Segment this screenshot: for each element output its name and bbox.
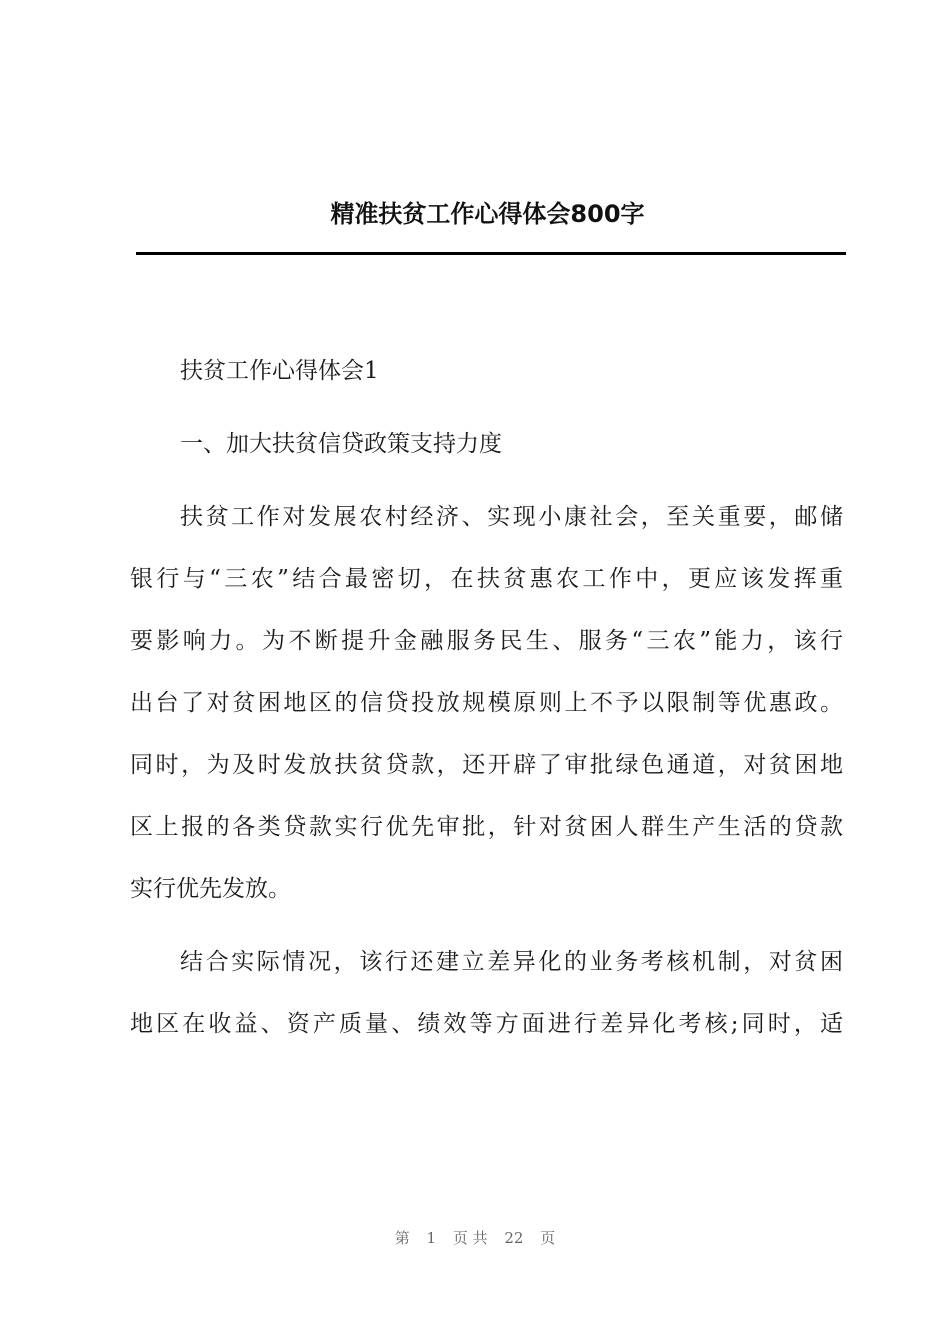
paragraph-1 <box>130 486 843 920</box>
paragraph-line: 扶贫工作对发展农村经济、实现小康社会，至关重要，邮储 <box>180 504 843 530</box>
paragraph-line: 区上报的各类贷款实行优先审批，针对贫困人群生产生活的贷款 <box>130 814 843 840</box>
paragraph-line: 要影响力。为不断提升金融服务民生、服务“三农”能力，该行 <box>130 628 843 654</box>
paragraph-line: 银行与“三农”结合最密切，在扶贫惠农工作中，更应该发挥重 <box>130 566 843 592</box>
footer-label-of: 页 共 <box>452 1229 488 1247</box>
paragraph-line: 地区在收益、资产质量、绩效等方面进行差异化考核;同时，适 <box>130 1011 843 1037</box>
section-heading: 扶贫工作心得体会1 <box>180 358 379 384</box>
subheading: 一、加大扶贫信贷政策支持力度 <box>180 431 502 457</box>
footer-total-pages: 22 <box>504 1229 524 1247</box>
footer-label-page: 第 <box>394 1229 410 1247</box>
footer-label-pages: 页 <box>540 1229 556 1247</box>
paragraph-2 <box>130 931 843 1055</box>
paragraph-line: 出台了对贫困地区的信贷投放规模原则上不予以限制等优惠政。 <box>130 690 843 716</box>
footer-current-page: 1 <box>426 1229 437 1247</box>
page-footer <box>0 1227 950 1248</box>
paragraph-line: 同时，为及时发放扶贫贷款，还开辟了审批绿色通道，对贫困地 <box>130 752 843 778</box>
paragraph-line: 结合实际情况，该行还建立差异化的业务考核机制，对贫困 <box>180 949 843 975</box>
paragraph-line: 实行优先发放。 <box>130 876 291 902</box>
document-title: 精准扶贫工作心得体会800字 <box>330 200 645 228</box>
title-underline-rule <box>136 252 846 255</box>
document-body <box>130 340 843 1055</box>
